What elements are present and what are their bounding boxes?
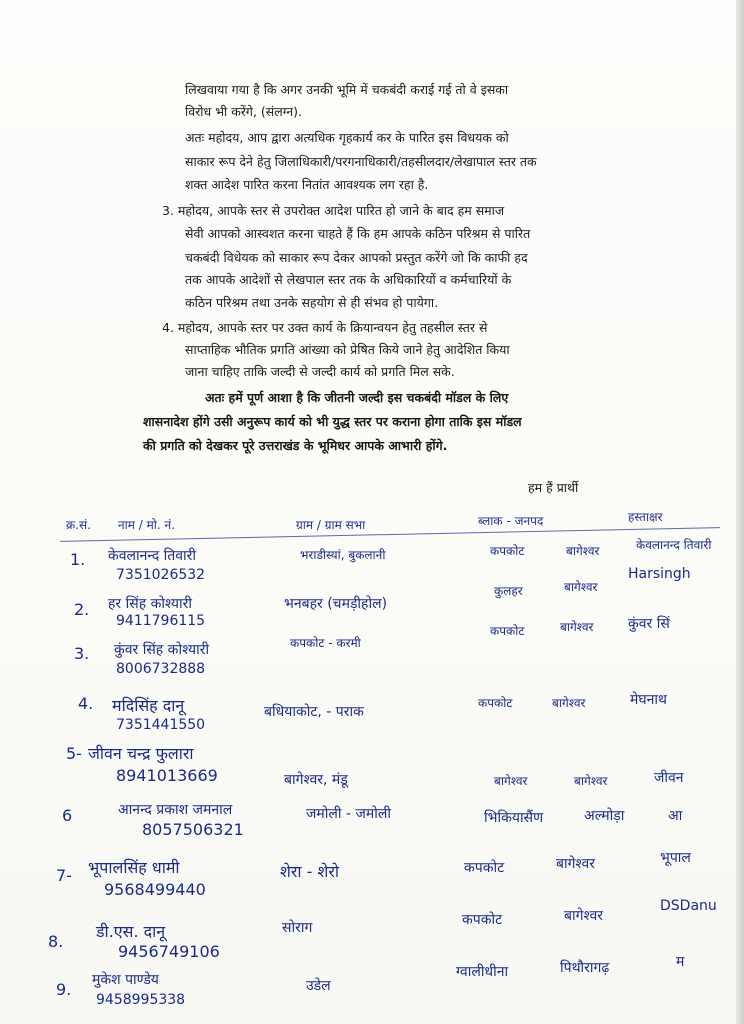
- para-line: लिखवाया गया है कि अगर उनकी भूमि में चकबंदी कराई गई तो वे इसका: [185, 82, 509, 97]
- row-block: कपकोट: [490, 624, 525, 638]
- row-number: 2.: [74, 600, 90, 619]
- header-serial: क्र.सं.: [66, 518, 91, 532]
- row-signature: कुंवर सिं: [628, 616, 670, 632]
- para-line: अतः महोदय, आप द्वारा अत्यधिक गृहकार्य कर के पारित इस विधयक को: [185, 130, 509, 145]
- row-number: 6: [62, 806, 73, 825]
- row-signature: DSDanu: [660, 898, 717, 914]
- row-name: भूपालसिंह धामी: [88, 858, 180, 877]
- row-block: बागेश्वर: [494, 774, 528, 788]
- header-village: ग्राम / ग्राम सभा: [296, 518, 366, 532]
- row-number: 9.: [56, 980, 72, 999]
- row-mobile: 9456749106: [118, 942, 220, 961]
- row-name: डी.एस. दानू: [96, 922, 166, 941]
- row-number: 8.: [48, 932, 64, 951]
- row-village: बधियाकोट, - पराक: [264, 704, 364, 720]
- row-district: बागेश्वर: [564, 908, 603, 924]
- row-name: जीवन चन्द्र फुलारा: [88, 744, 194, 763]
- row-block: भिकियासैंण: [484, 810, 544, 826]
- row-district: बागेश्वर: [560, 620, 594, 634]
- row-mobile: 8941013669: [116, 766, 218, 785]
- row-number: 3.: [74, 644, 90, 663]
- row-block: कपकोट: [490, 544, 525, 558]
- row-district: बागेश्वर: [564, 580, 598, 594]
- row-district: बागेश्वर: [552, 696, 586, 710]
- para-line: कठिन परिश्रम तथा उनके सहयोग से ही संभव हो पायेगा.: [185, 295, 439, 310]
- row-mobile: 8057506321: [142, 820, 244, 839]
- row-number: 5-: [66, 744, 82, 763]
- row-name: मुकेश पाण्डेय: [92, 972, 159, 988]
- para-line: साकार रूप देने हेतु जिलाधिकारी/परगनाधिकारी/तहसीलदार/लेखापाल स्तर तक: [185, 154, 537, 169]
- para-line: तक आपके आदेशों से लेखपाल स्तर तक के अधिकारियों व कर्मचारियों के: [185, 272, 512, 287]
- page-edge-shadow: [736, 0, 744, 1024]
- row-district: अल्मोड़ा: [584, 808, 625, 824]
- row-mobile: 7351026532: [116, 567, 206, 583]
- row-name: केवलानन्द तिवारी: [108, 548, 197, 564]
- row-village: उडेल: [306, 978, 331, 994]
- closing-line: की प्रगति को देखकर पूरे उत्तराखंड के भूमिधर आपके आभारी होंगे.: [143, 438, 448, 453]
- row-name: मदिसिंह दानू: [112, 696, 185, 715]
- row-signature: मेघनाथ: [630, 692, 667, 708]
- header-signature: हस्ताक्षर: [628, 510, 663, 524]
- row-block: ग्वालीधीना: [456, 964, 509, 980]
- header-block: ब्लाक - जनपद: [478, 514, 544, 528]
- header-name: नाम / मो. नं.: [118, 518, 176, 532]
- row-number: 1.: [70, 550, 86, 569]
- row-village: बागेश्वर, मंडू: [284, 772, 348, 788]
- row-number: 4.: [78, 694, 94, 713]
- row-mobile: 9458995338: [96, 992, 186, 1008]
- row-signature: Harsingh: [628, 566, 691, 582]
- row-district: पिथौरागढ़: [560, 960, 610, 976]
- row-name: कुंवर सिंह कोश्यारी: [114, 642, 210, 658]
- para-line: शक्त आदेश पारित करना नितांत आवश्यक लग रहा है.: [185, 177, 429, 192]
- row-block: कपकोट: [462, 912, 503, 928]
- row-mobile: 9411796115: [116, 613, 206, 629]
- row-signature: भूपाल: [660, 850, 691, 866]
- row-signature: म: [676, 954, 685, 970]
- row-signature: जीवन: [654, 770, 684, 786]
- row-block: कुलहर: [494, 584, 523, 598]
- row-village: भराडीस्यां, बुकलानी: [300, 548, 386, 562]
- closing-line: अतः हमें पूर्ण आशा है कि जीतनी जल्दी इस चकबंदी मॉडल के लिए: [205, 390, 509, 405]
- para-line: जाना चाहिए ताकि जल्दी से जल्दी कार्य को प्रगति मिल सके.: [185, 364, 455, 379]
- row-village: कपकोट - करमी: [290, 636, 361, 650]
- para-line: 4. महोदय, आपके स्तर पर उक्त कार्य के क्रियान्वयन हेतु तहसील स्तर से: [162, 320, 488, 335]
- row-number: 7-: [56, 866, 72, 885]
- row-district: बागेश्वर: [566, 544, 600, 558]
- row-village: जमोली - जमोली: [306, 806, 391, 822]
- row-block: कपकोट: [464, 860, 505, 876]
- row-mobile: 7351441550: [116, 717, 206, 733]
- row-name: हर सिंह कोश्यारी: [108, 596, 193, 612]
- closing-line: शासनादेश होंगे उसी अनुरूप कार्य को भी युद्ध स्तर पर कराना होगा ताकि इस मॉडल: [143, 414, 522, 429]
- row-district: बागेश्वर: [574, 774, 608, 788]
- row-name: आनन्द प्रकाश जमनाल: [118, 802, 233, 818]
- row-mobile: 9568499440: [104, 880, 206, 899]
- row-village: शेरा - शेरो: [280, 862, 340, 881]
- para-line: सेवी आपको आस्वशत करना चाहते हैं कि हम आपके कठिन परिश्रम से पारित: [185, 226, 531, 241]
- row-district: बागेश्वर: [556, 856, 595, 872]
- row-block: कपकोट: [478, 696, 513, 710]
- para-line: साप्ताहिक भौतिक प्रगति आंख्या को प्रेषित किये जाने हेतु आदेशित किया: [185, 342, 510, 357]
- row-village: सोराग: [282, 920, 313, 936]
- row-signature: केवलानन्द तिवारी: [636, 538, 712, 552]
- row-mobile: 8006732888: [116, 661, 206, 677]
- para-line: विरोध भी करेंगे, (संलग्न).: [185, 104, 302, 119]
- row-village: भनबहर (चमड़ीहोल): [284, 596, 388, 612]
- para-line: चकबंदी विधेयक को साकार रूप देकर आपको प्रस्तुत करेंगे जो कि काफी हद: [185, 250, 528, 265]
- row-signature: आ: [668, 808, 683, 824]
- signoff: हम हैं प्रार्थी: [528, 480, 579, 495]
- para-line: 3. महोदय, आपके स्तर से उपरोक्त आदेश पारित हो जाने के बाद हम समाज: [162, 203, 505, 218]
